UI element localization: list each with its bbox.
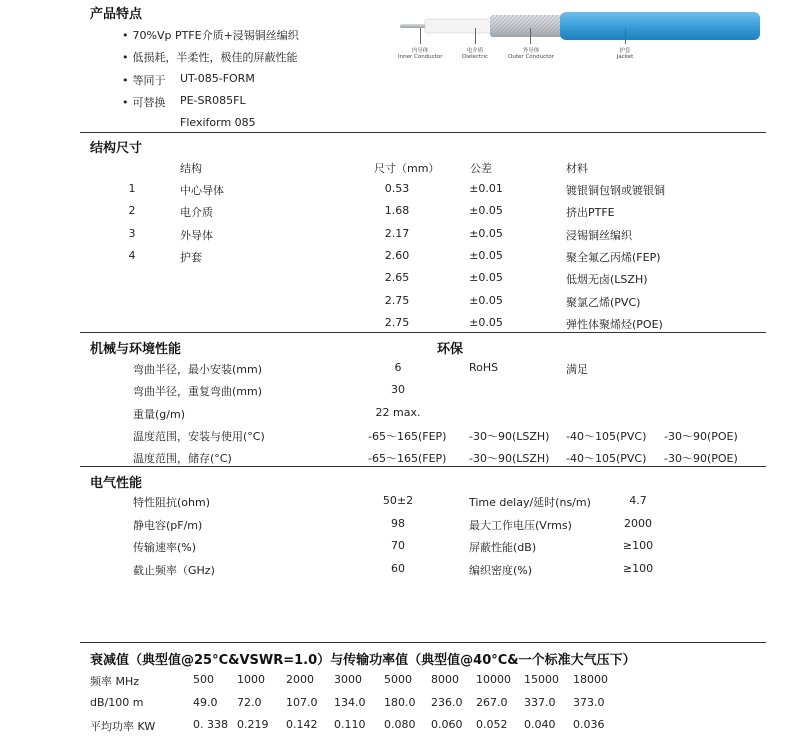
table-cell: 0.110 <box>334 718 366 731</box>
material: 低烟无卤(LSZH) <box>566 273 648 287</box>
label-inner-conductor: 内导体 Inner Conductor <box>398 48 443 60</box>
feature-item: • 70%Vp PTFE介质+浸锡铜丝编织 <box>122 27 299 43</box>
property-label: 截止频率（GHz) <box>133 563 215 577</box>
dimension: 2.75 <box>384 293 410 307</box>
jacket <box>560 12 760 40</box>
material: 挤出PTFE <box>566 206 615 220</box>
table-cell: 337.0 <box>524 695 556 709</box>
feature-item: • 低损耗，半柔性，极佳的屏蔽性能 <box>122 49 298 65</box>
property-label: 静电容(pF/m) <box>133 518 203 532</box>
property-label: 重量(g/m) <box>133 407 185 421</box>
table-cell: 180.0 <box>384 695 416 709</box>
divider <box>80 466 766 467</box>
label-dielectric: 电介质 Dielectric <box>461 48 489 60</box>
table-cell: 0.142 <box>286 718 318 731</box>
property-label: 最大工作电压(Vrms) <box>469 518 572 532</box>
dimension: 1.68 <box>384 204 410 218</box>
property-value: 70 <box>391 539 405 552</box>
part-name: 电介质 <box>180 206 213 220</box>
replace-label: • 可替换 <box>122 94 166 110</box>
col-header: 结构 <box>180 162 202 175</box>
leader-line <box>530 28 531 44</box>
table-cell: 5000 <box>384 673 412 686</box>
table-cell: 8000 <box>431 673 459 686</box>
table-cell: 0. 338 <box>193 718 228 731</box>
tolerance: ±0.05 <box>469 315 503 329</box>
divider <box>80 332 766 333</box>
attenuation-title: 衰减值（典型值@25°C&VSWR=1.0）与传输功率值（典型值@40°C&一个标准大气压下） <box>90 653 636 668</box>
property-value: 满足 <box>566 363 588 376</box>
structure-title: 结构尺寸 <box>90 141 143 156</box>
material: 镀银铜包钢或镀银铜 <box>566 184 665 197</box>
cable-illustration <box>395 6 765 52</box>
equiv-label: • 等同于 <box>122 72 166 88</box>
property-value: ≥100 <box>622 561 654 575</box>
table-cell: 0.080 <box>384 718 416 731</box>
row-index: 1 <box>128 182 136 195</box>
property-value: 2000 <box>624 516 652 530</box>
property-value: -30～90(POE) <box>664 452 738 466</box>
dimension: 2.65 <box>384 271 410 285</box>
property-label: 温度范围，储存(°C) <box>133 452 232 466</box>
row-index: 4 <box>128 248 136 262</box>
table-cell: 373.0 <box>573 695 605 709</box>
property-label: 传输速率(%) <box>133 541 197 554</box>
table-cell: 72.0 <box>237 695 262 709</box>
property-label: 弯曲半径，最小安装(mm) <box>133 363 263 376</box>
dimension: 2.60 <box>384 248 410 262</box>
tolerance: ±0.01 <box>469 182 503 195</box>
env-title: 环保 <box>437 342 464 357</box>
property-label: 特性阻抗(ohm) <box>133 496 210 509</box>
table-cell: 1000 <box>237 673 265 686</box>
dimension: 0.53 <box>384 182 410 195</box>
table-cell: 0.036 <box>573 718 605 731</box>
divider <box>80 642 766 643</box>
dimension: 2.75 <box>384 315 410 329</box>
electrical-title: 电气性能 <box>90 476 143 491</box>
table-cell: 49.0 <box>193 695 218 709</box>
property-value: -40～105(PVC) <box>566 452 647 466</box>
col-header: 尺寸（mm） <box>374 162 440 175</box>
property-value: 30 <box>391 383 405 397</box>
property-label: Time delay/延时(ns/m) <box>469 496 591 509</box>
property-value: 60 <box>391 561 405 575</box>
divider <box>80 132 766 133</box>
property-value: -30～90(POE) <box>664 429 738 443</box>
tolerance: ±0.05 <box>469 271 503 285</box>
leader-line <box>420 28 421 44</box>
property-value: 22 max. <box>375 405 421 419</box>
replace-value: PE-SR085FL <box>180 94 246 107</box>
property-value: 50±2 <box>382 494 414 507</box>
table-cell: 267.0 <box>476 695 508 709</box>
property-value: 98 <box>391 516 405 530</box>
table-cell: 18000 <box>573 673 608 686</box>
property-label: 屏蔽性能(dB) <box>469 541 537 554</box>
col-header: 材料 <box>566 162 588 175</box>
material: 浸锡铜丝编织 <box>566 228 632 242</box>
row-label: dB/100 m <box>90 695 144 709</box>
part-name: 中心导体 <box>180 184 224 197</box>
table-cell: 0.219 <box>237 718 269 731</box>
leader-line <box>475 28 476 44</box>
property-value: 4.7 <box>629 494 647 507</box>
dimension: 2.17 <box>384 226 410 240</box>
row-index: 2 <box>128 204 136 218</box>
table-cell: 500 <box>193 673 214 686</box>
material: 聚氯乙烯(PVC) <box>566 295 641 309</box>
table-cell: 134.0 <box>334 695 366 709</box>
label-outer-conductor: 外导体 Outer Conductor <box>508 48 554 60</box>
property-label: 温度范围，安装与使用(°C) <box>133 429 265 443</box>
table-cell: 0.060 <box>431 718 463 731</box>
table-cell: 3000 <box>334 673 362 686</box>
property-value: 6 <box>394 361 402 374</box>
property-label: 编织密度(%) <box>469 563 533 577</box>
table-cell: 2000 <box>286 673 314 686</box>
part-name: 外导体 <box>180 228 213 242</box>
property-value: -30～90(LSZH) <box>469 429 550 443</box>
material: 弹性体聚烯烃(POE) <box>566 317 663 331</box>
table-cell: 0.052 <box>476 718 508 731</box>
property-value: -65～165(FEP) <box>368 452 447 466</box>
features-title: 产品特点 <box>90 7 143 22</box>
row-index: 3 <box>128 226 136 240</box>
property-value: ≥100 <box>622 539 654 552</box>
property-value: -40～105(PVC) <box>566 429 647 443</box>
tolerance: ±0.05 <box>469 248 503 262</box>
col-header: 公差 <box>470 162 492 175</box>
part-name: 护套 <box>180 250 202 264</box>
material: 聚全氟乙丙烯(FEP) <box>566 250 661 264</box>
mechanical-title: 机械与环境性能 <box>90 342 182 357</box>
row-label: 频率 MHz <box>90 675 140 688</box>
property-label: 弯曲半径，重复弯曲(mm) <box>133 385 263 399</box>
property-value: -30～90(LSZH) <box>469 452 550 466</box>
table-cell: 10000 <box>476 673 511 686</box>
equiv-value: UT-085-FORM <box>180 72 255 85</box>
label-jacket: 护套 Jacket <box>616 48 634 60</box>
tolerance: ±0.05 <box>469 293 503 307</box>
tolerance: ±0.05 <box>469 226 503 240</box>
leader-line <box>625 28 626 44</box>
row-label: 平均功率 KW <box>90 720 156 733</box>
table-cell: 0.040 <box>524 718 556 731</box>
replace-value: Flexiform 085 <box>180 116 256 129</box>
property-value: -65～165(FEP) <box>368 429 447 443</box>
table-cell: 107.0 <box>286 695 318 709</box>
tolerance: ±0.05 <box>469 204 503 218</box>
table-cell: 236.0 <box>431 695 463 709</box>
property-value: RoHS <box>469 361 499 374</box>
table-cell: 15000 <box>524 673 559 686</box>
